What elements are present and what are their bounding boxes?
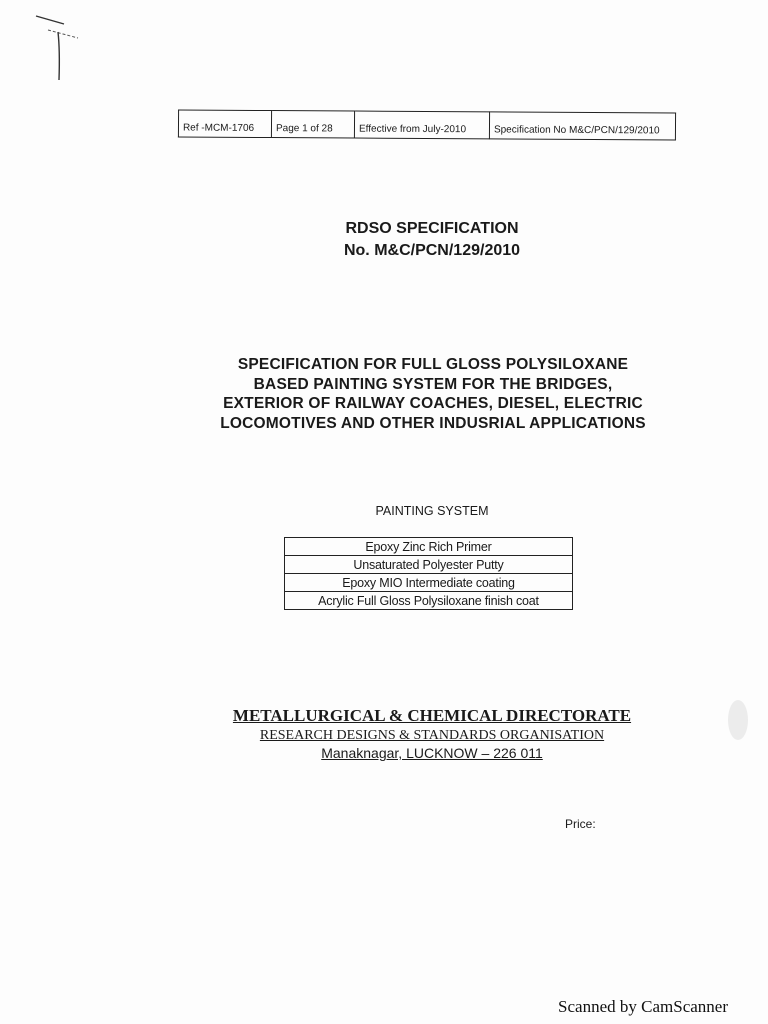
spec-heading-line2: No. M&C/PCN/129/2010 bbox=[343, 242, 521, 259]
page-number: Page 1 of 28 bbox=[271, 111, 354, 139]
title-line2: BASED PAINTING SYSTEM FOR THE BRIDGES, bbox=[253, 375, 613, 393]
painting-system-item: Unsaturated Polyester Putty bbox=[285, 556, 573, 574]
spec-heading bbox=[0, 218, 768, 262]
document-title bbox=[160, 355, 706, 433]
handwritten-mark bbox=[34, 10, 94, 90]
organisation-address: Manaknagar, LUCKNOW – 226 011 bbox=[321, 745, 543, 761]
title-line4: LOCOMOTIVES AND OTHER INDUSRIAL APPLICATIONS bbox=[220, 414, 646, 432]
effective-date: Effective from July-2010 bbox=[354, 111, 489, 139]
price-label: Price: bbox=[565, 817, 596, 831]
specification-number: Specification No M&C/PCN/129/2010 bbox=[489, 112, 675, 140]
scanner-watermark: Scanned by CamScanner bbox=[558, 997, 728, 1016]
painting-system-table bbox=[284, 537, 573, 610]
document-header-table bbox=[178, 109, 676, 140]
organisation-name: METALLURGICAL & CHEMICAL DIRECTORATE bbox=[232, 706, 632, 725]
title-line3: EXTERIOR OF RAILWAY COACHES, DIESEL, ELECTRIC bbox=[223, 395, 643, 412]
organisation-subtitle: RESEARCH DESIGNS & STANDARDS ORGANISATION bbox=[259, 728, 605, 743]
painting-system-label: PAINTING SYSTEM bbox=[375, 504, 489, 518]
ref-number: Ref -MCM-1706 bbox=[178, 110, 271, 138]
title-line1: SPECIFICATION FOR FULL GLOSS POLYSILOXANE bbox=[237, 356, 629, 373]
spec-heading-line1: RDSO SPECIFICATION bbox=[345, 220, 519, 237]
painting-system-item: Epoxy Zinc Rich Primer bbox=[285, 538, 573, 556]
painting-system-item: Epoxy MIO Intermediate coating bbox=[285, 574, 573, 592]
organisation-block bbox=[0, 706, 768, 762]
painting-system-item: Acrylic Full Gloss Polysiloxane finish coat bbox=[285, 592, 573, 610]
